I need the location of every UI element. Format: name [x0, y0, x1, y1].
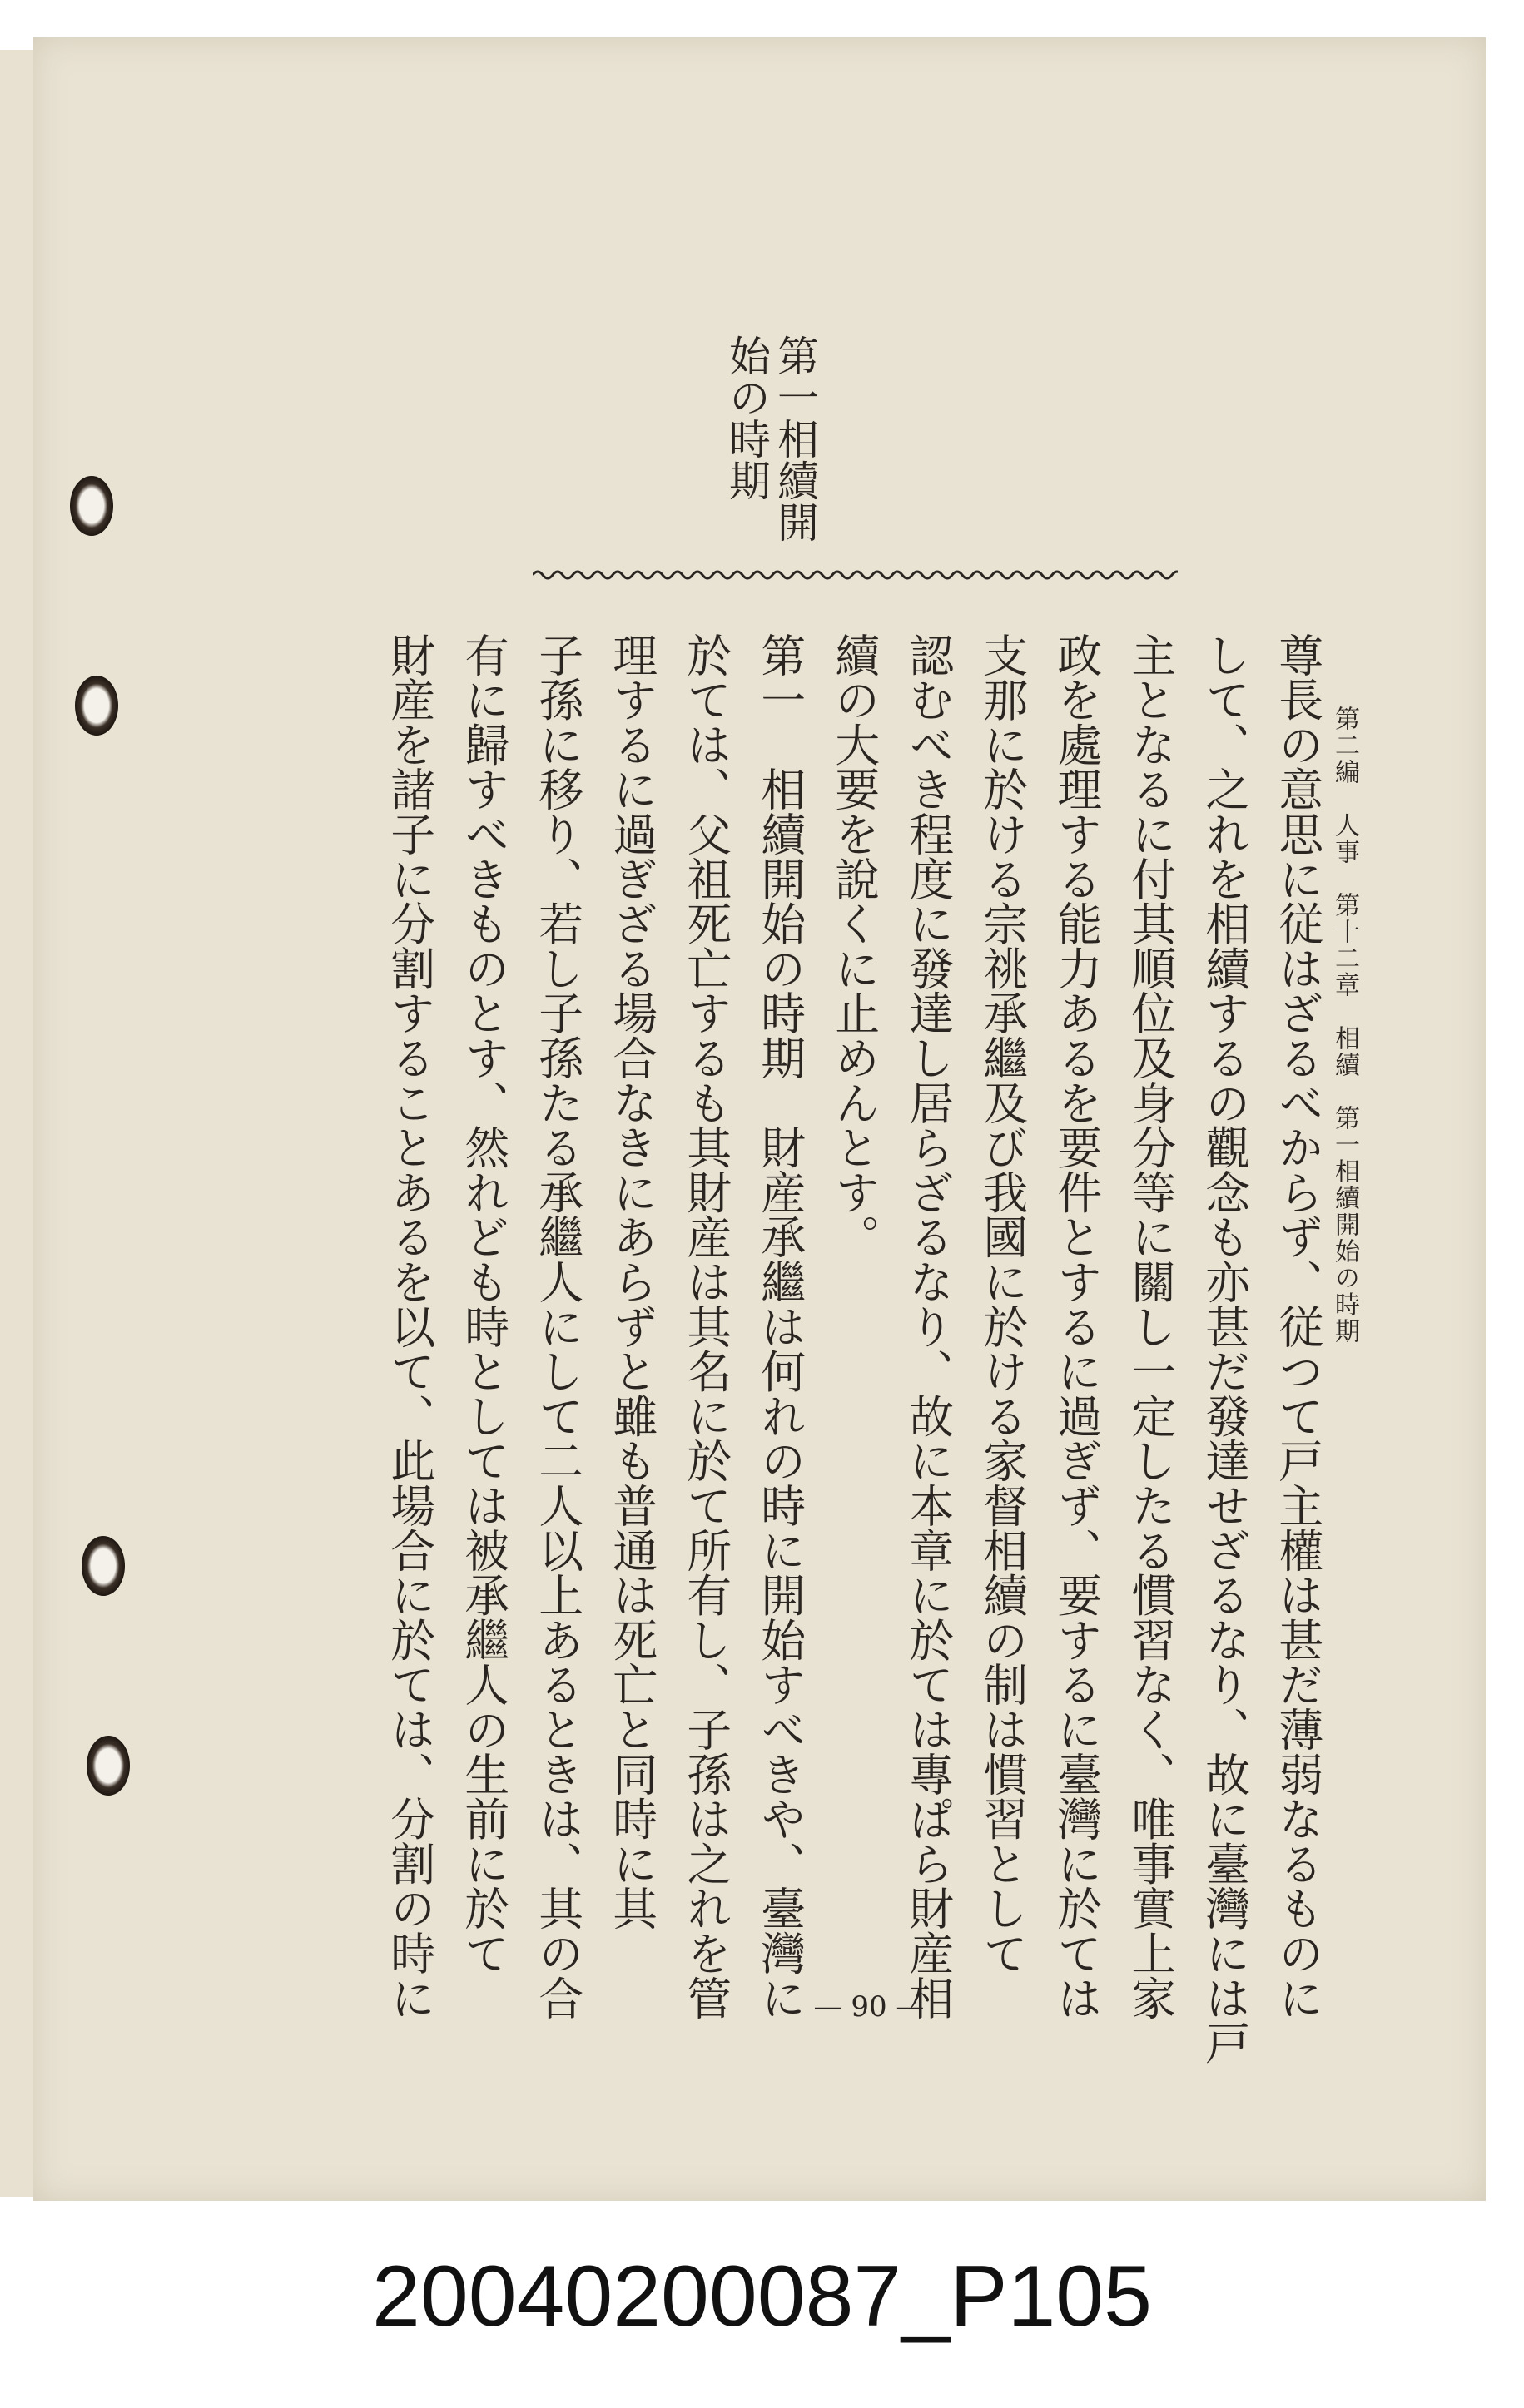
section-title-line-1: 第一相續開	[771, 334, 819, 543]
text-column: 主となるに付其順位及身分等に關し一定したる慣習なく、唯事實上家	[1124, 632, 1177, 2020]
text-column: 理するに過ぎざる場合なきにあらずと雖も普通は死亡と同時に其	[605, 632, 658, 1931]
text-column: 有に歸すべきものとす、然れども時としては被承繼人の生前に於て	[457, 632, 510, 1975]
text-column: 第一 相續開始の時期 財産承繼は何れの時に開始すべきや、臺灣に	[753, 632, 807, 2020]
binding-hole	[70, 476, 113, 536]
text-column: 於ては、父祖死亡するも其財産は其名に於て所有し、子孫は之れを管	[679, 632, 732, 2020]
page-number: — 90 —	[813, 1990, 925, 2024]
binding-hole	[82, 1536, 125, 1596]
wavy-rule	[533, 567, 1178, 583]
text-column: 子孫に移り、若し子孫たる承繼人にして二人以上あるときは、其の合	[531, 632, 584, 2020]
text-column: して、之れを相續するの觀念も亦甚だ發達せざるなり、故に臺灣には戸	[1198, 632, 1251, 2065]
text-column: 續の大要を說くに止めんとす。	[827, 632, 881, 1260]
binding-hole	[87, 1736, 130, 1796]
text-column: 政を處理する能力あるを要件とするに過ぎず、要するに臺灣に於ては	[1050, 632, 1103, 2020]
binding-hole	[75, 676, 118, 736]
running-header: 第二編 人事 第十二章 相續 第一相續開始の時期	[1330, 706, 1359, 1345]
text-column: 支那に於ける宗祧承繼及び我國に於ける家督相續の制は慣習として	[975, 632, 1029, 1975]
text-column: 財産を諸子に分割することあるを以て、此場合に於ては、分割の時に	[383, 632, 436, 2020]
section-title-line-2: 始の時期	[722, 334, 771, 501]
text-column: 尊長の意思に従はざるべからず、従つて戸主權は甚だ薄弱なるものに	[1271, 632, 1324, 2020]
text-column: 認むべき程度に發達し居らざるなり、故に本章に於ては專ぱら財産相	[901, 632, 955, 2020]
image-caption: 20040200087_P105	[372, 2248, 1152, 2345]
